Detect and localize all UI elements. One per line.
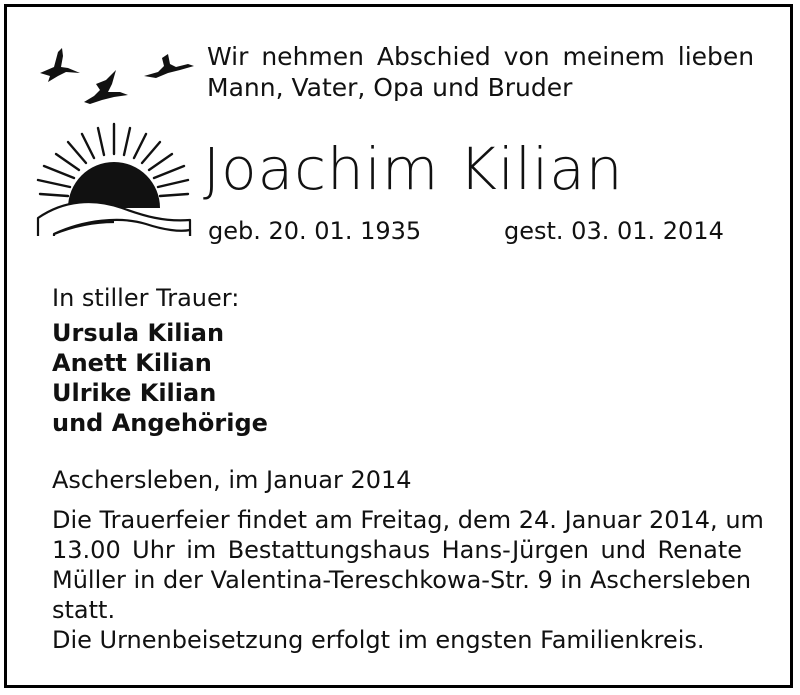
deceased-name: Joachim Kilian [203,135,624,203]
death-date: gest. 03. 01. 2014 [504,217,724,245]
flying-birds-icon [36,40,206,110]
sunset-hills-icon [34,122,194,247]
details-line: Die Trauerfeier findet am Freitag, dem 24. Januar 2014, um [52,506,764,534]
mourner-name: Ulrike Kilian [52,379,217,407]
intro-line-2: Mann, Vater, Opa und Bruder [207,73,573,102]
intro-text [207,41,754,103]
details-line: Müller in der Valentina-Tereschkowa-Str. 9 in Aschersleben [52,566,752,594]
mourning-label: In stiller Trauer: [52,284,240,312]
ceremony-details [52,505,764,655]
mourner-name: Anett Kilian [52,349,212,377]
place-date: Aschersleben, im Januar 2014 [52,466,412,494]
mourner-relatives: und Angehörige [52,409,268,437]
details-line: Die Urnenbeisetzung erfolgt im engsten Familienkreis. [52,626,705,654]
mourners-list [52,318,268,438]
mourner-name: Ursula Kilian [52,319,225,347]
birth-date: geb. 20. 01. 1935 [208,217,422,245]
intro-line-1: Wir nehmen Abschied von meinem lieben [207,42,755,71]
details-line: statt. [52,596,116,624]
details-line: 13.00 Uhr im Bestattungshaus Hans-Jürgen und Renate [52,536,742,564]
